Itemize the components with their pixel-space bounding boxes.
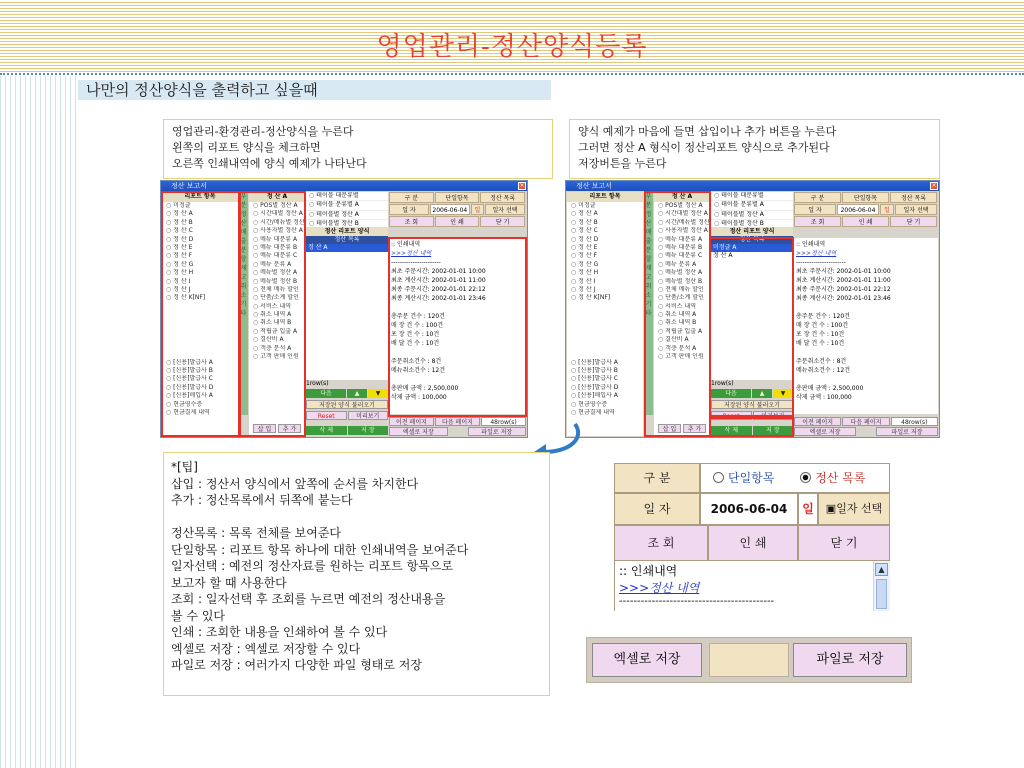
list-item[interactable]: ○ 시간/메뉴별 정산 [654,219,710,227]
list-item[interactable]: ○ 정 산 A [162,210,238,218]
print-footer [794,416,938,436]
list-item[interactable]: ○ 정 산 E [567,244,643,252]
table-report-list [306,192,388,230]
tip-line: *[팁] [171,460,198,474]
window-titlebar [161,181,527,191]
day-mark: 일 [471,204,484,215]
date-select-button[interactable]: 일자 선택 [485,204,525,215]
report-list-header: 리포트 항목 [567,192,643,202]
up-button[interactable]: ▲ [752,389,772,398]
row-count-label: 48row(s) [481,417,526,426]
tip-line: 조회 : 일자선택 후 조회를 누르면 예전의 정산내용을 [171,592,446,606]
insert-button[interactable]: 삽 입 [253,424,276,433]
date-value[interactable]: 2006-06-04 [700,493,798,525]
query-button[interactable]: 조 회 [614,525,708,561]
format-list-header: 정산 리포트 양식 [306,227,388,236]
append-button[interactable]: 추 가 [683,424,706,433]
report-format-panel [306,192,388,436]
list-radio[interactable]: 정산 목록 [890,192,937,203]
list-item[interactable]: ○ 메뉴 대분류 B [249,244,305,252]
print-line: :: 인쇄내역 [796,241,826,248]
tip-line: 엑셀로 저장 : 엑셀로 저장할 수 있다 [171,641,361,656]
list-item[interactable]: ○ [신용]발급사 A [567,359,643,367]
close-icon[interactable]: × [519,182,525,189]
single-item-radio[interactable]: 단일항목 [435,192,480,203]
list-item[interactable]: ○ [신용]발급사 D [162,384,238,392]
list-item[interactable]: ○ 메뉴 대분류 A [249,236,305,244]
print-line: ----------------------- [796,259,846,266]
left-stripes [0,76,78,768]
down-button[interactable]: ▼ [773,389,793,398]
list-item[interactable]: ○ 정 산 B [162,219,238,227]
single-item-radio[interactable] [713,471,774,485]
list-item[interactable]: ○ 정 산 B [567,219,643,227]
print-line: 메뉴취소건수 : 12건 [391,367,446,374]
reset-button[interactable]: Reset [306,411,347,420]
date-label: 일 자 [614,493,700,525]
list-item[interactable]: ○ 정 산 H [567,269,643,277]
single-item-radio[interactable]: 단일항목 [842,192,889,203]
highlight-report-list [161,191,240,437]
print-line: 삭제 금액 : 100,000 [796,394,852,401]
list-item[interactable]: ○ 전체 메뉴 할인 [249,286,305,294]
query-button[interactable]: 조 회 [794,216,841,227]
list-item[interactable]: ○ 취소 내역 B [654,319,710,327]
tip-line: 삽입 : 정산서 양식에서 앞쪽에 순서를 차지한다 [171,476,419,491]
date-label: 일 자 [794,204,836,215]
print-line: 최초 계산시간: 2002-01-01 11:00 [796,277,891,284]
list-item[interactable]: ○ 고객 판매 인원 [249,353,305,361]
list-item[interactable]: ○ 적립금 입출 A [654,328,710,336]
highlight-save-buttons [709,417,794,437]
list-item[interactable]: ○ 객층 분석 A [654,345,710,353]
list-item[interactable]: ○ 정 산 G [567,261,643,269]
note-line: 양식 예제가 마음에 들면 삽입이나 추가 버튼을 누른다 [578,125,837,138]
delete-button[interactable]: 삭 제 [711,426,752,435]
list-item[interactable]: ○ 테이블별 정산 A [306,211,388,220]
list-item[interactable]: ○ 서비스 내역 [654,303,710,311]
print-line: 총판매 금액 : 2,500,000 [796,385,864,392]
category-label: 구 분 [389,192,434,203]
list-item[interactable]: ○ [신용]발급사 B [567,367,643,375]
print-line: 총주문 건수 : 120건 [391,313,445,320]
print-title: :: 인쇄내역 [619,564,678,578]
tip-line [171,509,542,526]
list-item[interactable]: ○ 객층 분석 A [249,345,305,353]
list-item[interactable]: 정 산 A [713,252,733,259]
print-line: 배 달 건 수 : 10건 [796,340,845,347]
print-button[interactable]: 인 쇄 [435,216,480,227]
print-line: 총주문 건수 : 120건 [796,313,850,320]
category-label: 구 분 [614,463,700,493]
print-line [796,375,936,384]
file-save-button[interactable]: 파일로 저장 [468,427,527,436]
list-item[interactable]: ○ 정 산 I [162,278,238,286]
print-panel [794,192,938,436]
list-item[interactable]: ○ 정 산 H [162,269,238,277]
list-item[interactable]: ○ 메뉴별 정산 B [249,278,305,286]
list-label: 정산 목록 [815,471,866,485]
print-preview [614,561,890,611]
note-line: 오른쪽 인쇄내역에 양식 예제가 나타난다 [172,157,367,170]
tip-line: 인쇄 : 조회한 내용을 인쇄하여 볼 수 있다 [171,625,388,639]
reset-button[interactable]: Reset [711,411,752,420]
day-mark: 일 [798,493,818,525]
list-item[interactable]: ○ 정 산 C [567,227,643,235]
load-format-button[interactable]: 저장된 양식 불러오기 [306,400,388,409]
report-list [567,192,643,436]
list-item[interactable]: ○ 테이블 분류별 A [306,201,388,210]
list-item[interactable]: ○ 정 산 J [162,286,238,294]
list-item[interactable]: ○ 시간/메뉴별 정산 [249,219,305,227]
list-item[interactable]: ○ 메뉴별 정산 B [654,278,710,286]
single-item-label: 단일항목 [728,471,775,485]
print-line: 최종 계산시간: 2002-01-01 23:46 [391,295,486,302]
list-item[interactable]: ○ 테이블별 정산 B [306,220,388,229]
list-item[interactable]: ○ 메뉴 대분류 B [654,244,710,252]
print-line: 메뉴취소건수 : 12건 [796,367,851,374]
close-button[interactable]: 닫 기 [890,216,937,227]
window-titlebar [566,181,939,191]
list-item[interactable]: ○ [신용]매입사 A [162,392,238,400]
list-item[interactable]: ○ 사용자별 정산 A [249,227,305,235]
print-line: 포 장 건 수 : 10건 [391,331,440,338]
up-button[interactable]: ▲ [347,389,367,398]
list-item[interactable]: ○ 메뉴별 정산 A [654,269,710,277]
report-list-header: 리포트 항목 [162,192,238,202]
list-item[interactable]: ○ [신용]발급사 D [567,384,643,392]
list-item[interactable]: ○ 정 산 F [567,252,643,260]
list-item[interactable]: ○ [신용]발급사 B [162,367,238,375]
format-list-subheader: 정산 목록 [711,236,793,244]
list-item[interactable]: ○ 테이블 대분류별 [306,192,388,201]
list-item[interactable]: ○ 정 산 J [567,286,643,294]
save-button[interactable]: 저 장 [753,426,794,435]
print-line: 총판매 금액 : 2,500,000 [391,385,459,392]
list-item[interactable]: ○ 시간대별 정산 A [654,210,710,218]
table-report-list [711,192,793,230]
print-line: 배 달 건 수 : 10건 [391,340,440,347]
print-line [796,348,936,357]
list-item[interactable]: ○ [신용]발급사 C [162,375,238,383]
tip-line: 일자선택 : 예전의 정산자료를 원하는 리포트 항목으로 [171,559,453,573]
highlight-print-preview [388,237,527,417]
calendar-icon: ▣ [825,502,837,515]
next-page-button[interactable]: 다음 페이지 [842,417,889,426]
list-item[interactable]: ○ 현금결제 내역 [567,409,643,417]
category-strip: 부분정산매출분할재고취소기타 [239,192,248,415]
window-title: 정산 보고서 [171,182,208,190]
list-item[interactable]: ○ 테이블별 정산 A [711,211,793,220]
print-controls [389,192,526,236]
list-item[interactable]: ○ 정 산 E [162,244,238,252]
day-mark: 일 [880,204,894,215]
list-item[interactable]: ○ 정 산 F [162,252,238,260]
list-item[interactable]: ○ [신용]매입사 A [567,392,643,400]
print-line: 최종 주문시간: 2002-01-01 22:12 [391,286,486,293]
list-item[interactable]: ○ 정 산 K[NF] [567,294,643,302]
calc-header: 정 산 A [249,192,305,202]
zoom-controls [614,463,890,611]
report-window-left [160,180,528,438]
close-icon[interactable]: × [931,182,937,189]
print-line: 최종 계산시간: 2002-01-01 23:46 [796,295,891,302]
date-select-button[interactable]: 일자 선택 [895,204,937,215]
print-line: 최종 주문시간: 2002-01-01 22:12 [796,286,891,293]
row-count: 1row(s) [306,380,329,387]
list-item[interactable]: ○ POS별 정산 A [249,202,305,210]
list-radio[interactable] [800,471,865,485]
list-item[interactable]: ○ 테이블 대분류별 [711,192,793,201]
list-item[interactable]: ○ [신용]발급사 C [567,375,643,383]
list-item[interactable]: ○ 메뉴 대분류 C [654,252,710,260]
print-line: 주문취소건수 : 8건 [796,358,847,365]
list-item[interactable]: ○ 미정글 [567,202,643,210]
list-item[interactable]: ○ 현금영수증 [162,401,238,409]
list-radio[interactable]: 정산 목록 [480,192,525,203]
highlight-calc-list [239,191,306,437]
note-left [163,119,553,179]
highlight-format-list [709,237,794,417]
excel-save-button[interactable]: 엑셀로 저장 [389,427,448,436]
list-item[interactable]: ○ 테이블 분류별 A [711,201,793,210]
slide-title: 영업관리-정산양식등록 [376,32,648,62]
next-page-button[interactable]: 다음 페이지 [435,417,480,426]
print-line: 매 장 건 수 : 100건 [391,322,443,329]
list-item[interactable]: ○ 정 산 D [567,236,643,244]
print-controls [794,192,938,236]
print-line: 삭제 금액 : 100,000 [391,394,447,401]
list-item[interactable]: ○ 테이블별 정산 B [711,220,793,229]
list-item[interactable]: ○ 정 산 A [567,210,643,218]
highlight-calc-list [644,191,711,437]
print-link[interactable]: >>>정산 내역 [619,581,700,595]
list-item[interactable]: ○ 취소 내역 A [249,311,305,319]
format-list-header: 정산 리포트 양식 [711,227,793,236]
preview-button[interactable]: 미리보기 [753,411,794,420]
print-line: 포 장 건 수 : 10건 [796,331,845,338]
print-line: 최초 계산시간: 2002-01-01 11:00 [391,277,486,284]
next-button[interactable]: 다음 [306,389,346,398]
date-value[interactable]: 2006-06-04 [430,204,470,215]
date-select-label: 일자 선택 [836,502,883,515]
load-format-button[interactable]: 저장된 양식 불러오기 [711,400,793,409]
print-line: :: 인쇄내역 [391,241,421,248]
note-line: 왼쪽의 리포트 양식을 체크하면 [172,141,321,154]
print-line: 주문취소건수 : 8건 [391,358,442,365]
list-item[interactable]: ○ 서비스 내역 [249,303,305,311]
save-button[interactable]: 저 장 [348,426,389,435]
list-item[interactable]: ○ 취소 내역 A [654,311,710,319]
scroll-thumb[interactable] [876,579,887,609]
tip-line: 파일로 저장 : 여러가지 다양한 파일 형태로 저장 [171,658,422,672]
list-item[interactable]: ○ 적립금 입출 A [249,328,305,336]
row-count: 1row(s) [711,380,734,387]
list-item[interactable]: ○ 사용자별 정산 A [654,227,710,235]
list-item[interactable]: ○ [신용]발급사 A [162,359,238,367]
list-item[interactable]: ○ 취소 내역 B [249,319,305,327]
list-item[interactable]: ○ 정 산 I [567,278,643,286]
format-buttons [306,380,388,436]
scroll-up-icon[interactable]: ▲ [875,563,888,576]
list-item[interactable]: ○ 정 산 G [162,261,238,269]
list-item[interactable]: ○ POS별 정산 A [654,202,710,210]
tip-line: 보고자 할 때 사용한다 [171,575,287,590]
prev-page-button[interactable]: 이전 페이지 [794,417,841,426]
list-item[interactable]: ○ 메뉴 분류 A [249,261,305,269]
list-item[interactable]: ○ 정 산 C [162,227,238,235]
note-line: 저장버튼을 누른다 [578,157,667,170]
file-save-button[interactable]: 파일로 저장 [876,427,938,436]
print-footer [389,416,526,436]
query-button[interactable]: 조 회 [389,216,434,227]
window-title: 정산 보고서 [576,182,613,190]
list-item[interactable]: ○ 단품/소계 할인 [249,294,305,302]
footer-spacer [709,643,789,677]
calc-header: 정 산 A [654,192,710,202]
report-window-right [565,180,940,438]
row-count-label: 48row(s) [891,417,938,426]
list-item[interactable]: ○ 고객 판매 인원 [654,353,710,361]
list-item[interactable]: ○ 전체 메뉴 할인 [654,286,710,294]
note-line: 영업관리-환경관리-정산양식을 누른다 [172,125,354,138]
print-rule: ------------------------------------------- [619,596,775,607]
list-item[interactable]: ○ 메뉴 대분류 C [249,252,305,260]
list-item[interactable]: ○ 결산비 A [249,336,305,344]
down-button[interactable]: ▼ [368,389,388,398]
list-item[interactable]: ○ 메뉴별 정산 A [249,269,305,277]
list-item[interactable]: ○ 현금결제 내역 [162,409,238,417]
print-link[interactable]: >>>정산 내역 [796,250,837,257]
delete-button[interactable]: 삭 제 [306,426,347,435]
list-item[interactable]: ○ 현금영수증 [567,401,643,409]
list-item[interactable]: ○ 정 산 K[NF] [162,294,238,302]
date-value[interactable]: 2006-06-04 [837,204,879,215]
tip-line: 볼 수 있다 [171,608,225,623]
next-button[interactable]: 다음 [711,389,751,398]
header-divider [0,73,1024,75]
close-button[interactable]: 닫 기 [480,216,525,227]
list-item[interactable]: ○ 결산비 A [654,336,710,344]
file-save-button[interactable]: 파일로 저장 [793,643,907,677]
append-button[interactable]: 추 가 [278,424,301,433]
list-item[interactable]: ○ 메뉴 분류 A [654,261,710,269]
print-line: 최초 주문시간: 2002-01-01 10:00 [796,268,891,275]
print-line: 매 장 건 수 : 100건 [796,322,848,329]
date-label: 일 자 [389,204,429,215]
list-item[interactable]: ○ 시간대별 정산 A [249,210,305,218]
list-item[interactable]: ○ 미정글 [162,202,238,210]
print-button[interactable]: 인 쇄 [842,216,889,227]
list-item[interactable]: ○ 메뉴 대분류 A [654,236,710,244]
list-item[interactable]: ○ 정 산 D [162,236,238,244]
print-link[interactable]: >>>정산 내역 [391,250,432,257]
list-item[interactable]: ○ 단품/소계 할인 [654,294,710,302]
date-select-button[interactable] [818,493,890,525]
print-preview [794,238,938,414]
note-line: 그러면 정산 A 형식이 정산리포트 양식으로 추가된다 [578,141,830,154]
scrollbar[interactable] [873,561,890,611]
print-line [796,303,936,312]
tip-line: 추가 : 정산목록에서 뒤쪽에 붙는다 [171,493,353,507]
tip-line: 정산목록 : 목록 전체를 보여준다 [171,526,341,540]
prev-page-button[interactable]: 이전 페이지 [389,417,434,426]
close-button[interactable]: 닫 기 [798,525,890,561]
format-list-subheader: 정산 목록 [306,236,388,244]
zoom-save-footer [586,637,912,683]
category-label: 구 분 [794,192,841,203]
category-options [700,463,890,493]
print-button[interactable]: 인 쇄 [708,525,798,561]
list-item[interactable]: 정 산 A [306,244,388,252]
note-right [569,119,940,179]
insert-button[interactable]: 삽 입 [658,424,681,433]
print-line: 최초 주문시간: 2002-01-01 10:00 [391,268,486,275]
format-list[interactable] [306,244,388,380]
tip-line: 단일항목 : 리포트 항목 하나에 대한 인쇄내역을 보여준다 [171,542,469,557]
tips-box [163,452,550,696]
excel-save-button[interactable]: 엑셀로 저장 [794,427,856,436]
list-item[interactable]: 미정글 A [711,244,793,252]
print-line: ----------------------- [391,259,441,266]
preview-button[interactable]: 미리보기 [348,411,389,420]
excel-save-button[interactable]: 엑셀로 저장 [592,643,702,677]
category-strip: 부분정산매출분할재고취소기타 [644,192,653,415]
slide-subtitle: 나만의 정산양식을 출력하고 싶을때 [78,80,551,100]
